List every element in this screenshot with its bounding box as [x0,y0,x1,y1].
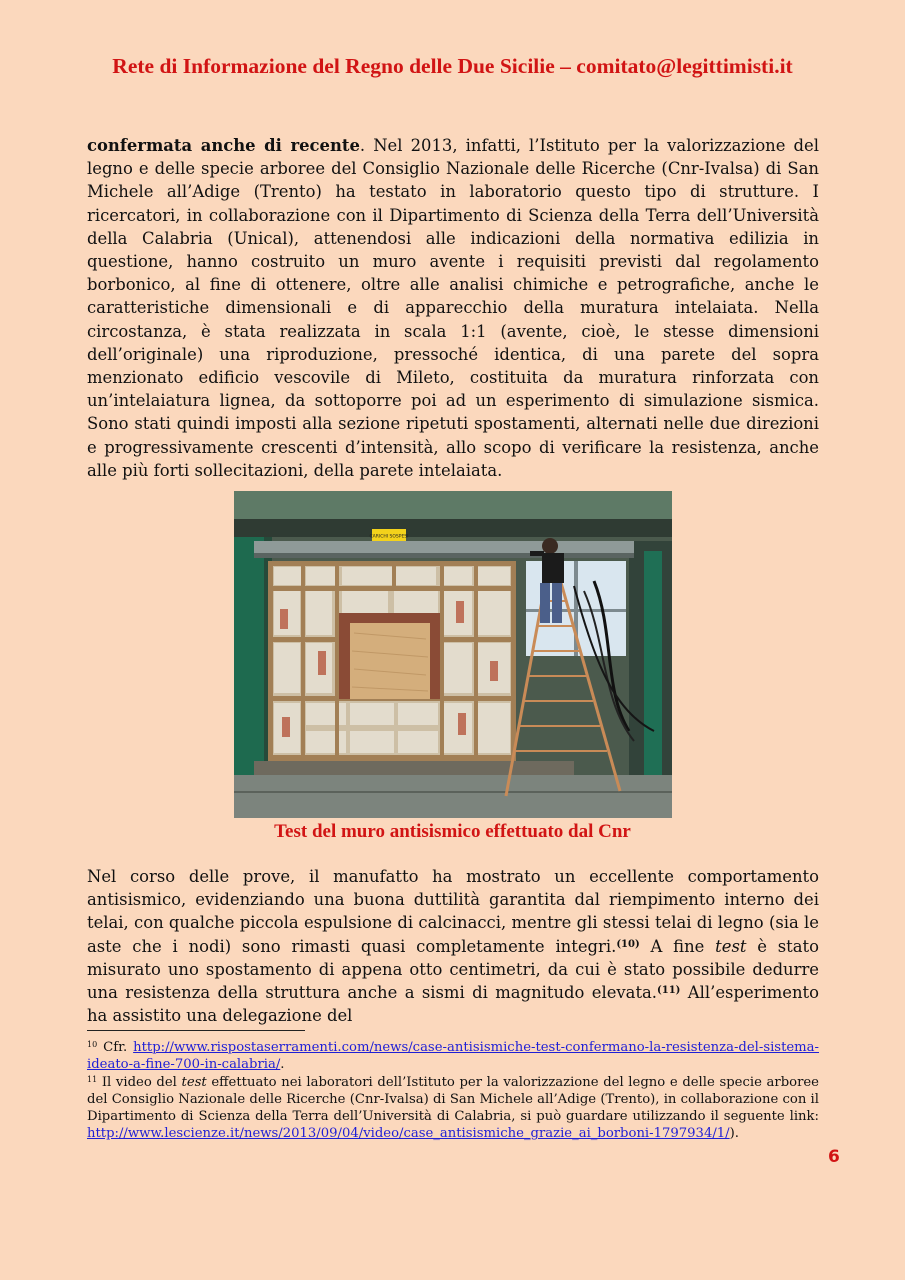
footnotes [87,1039,819,1143]
footnote-11-text: effettuato nei laboratori dell’Istituto per la valorizzazione del legno e delle specie arboree del Consiglio Nazionale delle Ricerche (Cnr-Ivalsa) di San Michele all’Adige (Trento), in collaborazione con il Dipartimento di Scienza della Terra dell’Università di Calabria, si può guardare utilizzando il seguente link: [87,1074,819,1125]
bold-lead: confermata anche di recente [87,136,360,155]
footnote-11-number: 11 [87,1074,98,1084]
paragraph-1-text: . Nel 2013, infatti, l’Istituto per la valorizzazione del legno e delle specie arboree del Consiglio Nazionale delle Ricerche (Cnr-Ivalsa) di San Michele all’Adige (Trento) ha testato in laboratorio questo tipo di strutture. I ricercatori, in collaborazione con il Dipartimento di Scienza della Terra dell’Università della Calabria (Unical), attenendosi alle indicazioni della normativa edilizia in questione, hanno costruito un muro avente i requisiti previsti dal regolamento borbonico, al fine di ottenere, oltre alle analisi chimiche e petrografiche, anche le caratteristiche dimensionali e di apparecchio della muratura intelaiata. Nella circostanza, è stata realizzata in scala 1:1 (avente, cioè, le stesse dimensioni dell’originale) una riproduzione, pressoché identica, di una parete del sopra menzionato edificio vescovile di Mileto, costituita da muratura rinforzata con un’intelaiatura lignea, da sottoporre poi ad un esperimento di simulazione sismica. Sono stati quindi imposti alla sezione ripetuti spostamenti, alternati nelle due direzioni e progressivamente crescenti d’intensità, allo scopo di verificare la resistenza, anche alle più forti sollecitazioni, della parete intelaiata. [87,136,819,480]
paragraph-2-part3: All’esperimento ha assistito una delegazione del [87,983,819,1026]
footnote-10-prefix: Cfr. [97,1040,134,1055]
page-number: 6 [828,1147,840,1167]
wall-test-photo [234,491,672,818]
figure-caption: Test del muro antisismico effettuato dal Cnr [274,821,631,842]
footnote-ref-10[interactable]: (10) [616,938,640,950]
footnote-10-number: 10 [87,1040,98,1049]
page-header: Rete di Informazione del Regno delle Due Sicilie – comitato@legittimisti.it [112,54,793,78]
footnote-11-link[interactable]: http://www.lescienze.it/news/2013/09/04/video/case_antisismiche_grazie_ai_borboni-1797934/1/ [87,1126,730,1142]
paragraph-1 [87,134,819,482]
footnote-11 [87,1074,819,1143]
footnote-11-suffix: ). [729,1126,739,1142]
paragraph-2-part1: Nel corso delle prove, il manufatto ha mostrato un eccellente comportamento antisismico, evidenziando una buona duttilità garantita dal riempimento interno dei telai, con qualche piccola espulsione di calcinacci, mentre gli stessi telai di legno (sia le aste che i nodi) sono rimasti quasi completamente integri. [87,867,819,956]
paragraph-2 [87,865,819,1027]
italic-test: test [715,936,747,956]
footnote-10 [87,1039,819,1074]
paragraph-2-part2b: è stato misurato uno spostamento di appena otto centimetri, da cui è stato possibile dedurre una resistenza della struttura anche a sismi di magnitudo elevata. [87,936,819,1003]
footnote-11-prefix: Il video del [97,1074,182,1090]
footnote-11-italic: test [181,1074,207,1090]
footnote-separator [87,1030,305,1031]
photo-sign-text: CARICHI SOSPESI [369,534,409,540]
paragraph-2-part2a: A fine [639,936,716,956]
photo-illustration [234,491,672,818]
footnote-ref-11[interactable]: (11) [657,985,681,997]
footnote-10-link[interactable]: http://www.rispostaserramenti.com/news/case-antisismiche-test-confermano-la-resistenza-del-sistema-ideato-a-fine-700-in-calabria/ [87,1040,819,1073]
footnote-10-suffix: . [280,1057,285,1073]
